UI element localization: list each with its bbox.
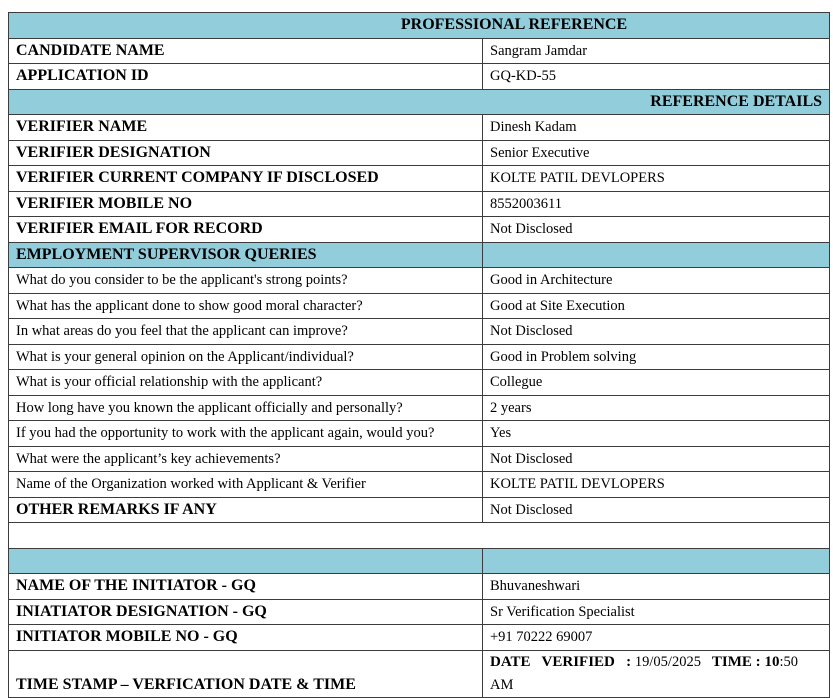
initiator-row: [9, 625, 830, 651]
candidate-name-label: CANDIDATE NAME: [9, 38, 483, 64]
query-question: In what areas do you feel that the applicant can improve?: [9, 319, 483, 345]
query-answer: Good at Site Execution: [483, 293, 830, 319]
initiator-band-left: [9, 548, 483, 574]
verifier-company-label: VERIFIER CURRENT COMPANY IF DISCLOSED: [9, 166, 483, 192]
application-id-value: GQ-KD-55: [483, 64, 830, 90]
verifier-designation-value: Senior Executive: [483, 140, 830, 166]
queries-heading-row: [9, 242, 830, 268]
timestamp-value: [483, 650, 830, 697]
query-answer: Good in Problem solving: [483, 344, 830, 370]
verifier-mobile-label: VERIFIER MOBILE NO: [9, 191, 483, 217]
verifier-row: [9, 115, 830, 141]
verifier-email-label: VERIFIER EMAIL FOR RECORD: [9, 217, 483, 243]
query-row: [9, 421, 830, 447]
query-row: [9, 446, 830, 472]
initiator-band-row: [9, 548, 830, 574]
application-id-row: [9, 64, 830, 90]
title-row: [9, 13, 830, 39]
query-answer: KOLTE PATIL DEVLOPERS: [483, 472, 830, 498]
query-row: [9, 319, 830, 345]
query-answer: Collegue: [483, 370, 830, 396]
timestamp-row: [9, 650, 830, 697]
candidate-name-value: Sangram Jamdar: [483, 38, 830, 64]
initiator-name-label: NAME OF THE INITIATOR - GQ: [9, 574, 483, 600]
query-row: [9, 344, 830, 370]
query-row: [9, 268, 830, 294]
verifier-row: [9, 217, 830, 243]
initiator-mobile-value: +91 70222 69007: [483, 625, 830, 651]
reference-details-row: [9, 89, 830, 115]
initiator-row: [9, 599, 830, 625]
query-answer: Not Disclosed: [483, 319, 830, 345]
query-question: What has the applicant done to show good moral character?: [9, 293, 483, 319]
query-question: How long have you known the applicant officially and personally?: [9, 395, 483, 421]
verifier-mobile-value: 8552003611: [483, 191, 830, 217]
query-question: What were the applicant’s key achievements?: [9, 446, 483, 472]
query-row: [9, 293, 830, 319]
verifier-email-value: Not Disclosed: [483, 217, 830, 243]
blank-row: [9, 523, 830, 549]
query-answer: Good in Architecture: [483, 268, 830, 294]
other-remarks-row: [9, 497, 830, 523]
verifier-name-value: Dinesh Kadam: [483, 115, 830, 141]
query-question: What do you consider to be the applicant's strong points?: [9, 268, 483, 294]
query-question: What is your official relationship with the applicant?: [9, 370, 483, 396]
blank-cell: [9, 523, 830, 549]
query-answer: Yes: [483, 421, 830, 447]
queries-heading-blank: [483, 242, 830, 268]
verifier-name-label: VERIFIER NAME: [9, 115, 483, 141]
date-verified-label: DATE VERIFIED :: [490, 653, 635, 670]
initiator-name-value: Bhuvaneshwari: [483, 574, 830, 600]
query-row: [9, 370, 830, 396]
time-hour: 10: [764, 653, 780, 670]
verifier-row: [9, 191, 830, 217]
query-question: What is your general opinion on the Applicant/individual?: [9, 344, 483, 370]
time-label: TIME :: [700, 653, 765, 670]
initiator-band-right: [483, 548, 830, 574]
verifier-row: [9, 166, 830, 192]
verifier-row: [9, 140, 830, 166]
query-question: Name of the Organization worked with Applicant & Verifier: [9, 472, 483, 498]
query-answer: 2 years: [483, 395, 830, 421]
queries-heading: EMPLOYMENT SUPERVISOR QUERIES: [9, 242, 483, 268]
query-row: [9, 472, 830, 498]
page-title: PROFESSIONAL REFERENCE: [9, 13, 830, 39]
timestamp-label: TIME STAMP – VERFICATION DATE & TIME: [9, 650, 483, 697]
query-question: If you had the opportunity to work with the applicant again, would you?: [9, 421, 483, 447]
professional-reference-table: [8, 12, 830, 698]
date-verified-value: 19/05/2025: [634, 653, 701, 670]
time-rest: :50 AM: [490, 653, 798, 693]
other-remarks-value: Not Disclosed: [483, 497, 830, 523]
initiator-mobile-label: INITIATOR MOBILE NO - GQ: [9, 625, 483, 651]
reference-details-heading: REFERENCE DETAILS: [9, 89, 830, 115]
initiator-designation-value: Sr Verification Specialist: [483, 599, 830, 625]
query-row: [9, 395, 830, 421]
verifier-designation-label: VERIFIER DESIGNATION: [9, 140, 483, 166]
other-remarks-label: OTHER REMARKS IF ANY: [9, 497, 483, 523]
query-answer: Not Disclosed: [483, 446, 830, 472]
candidate-name-row: [9, 38, 830, 64]
initiator-designation-label: INIATIATOR DESIGNATION - GQ: [9, 599, 483, 625]
verifier-company-value: KOLTE PATIL DEVLOPERS: [483, 166, 830, 192]
initiator-row: [9, 574, 830, 600]
application-id-label: APPLICATION ID: [9, 64, 483, 90]
